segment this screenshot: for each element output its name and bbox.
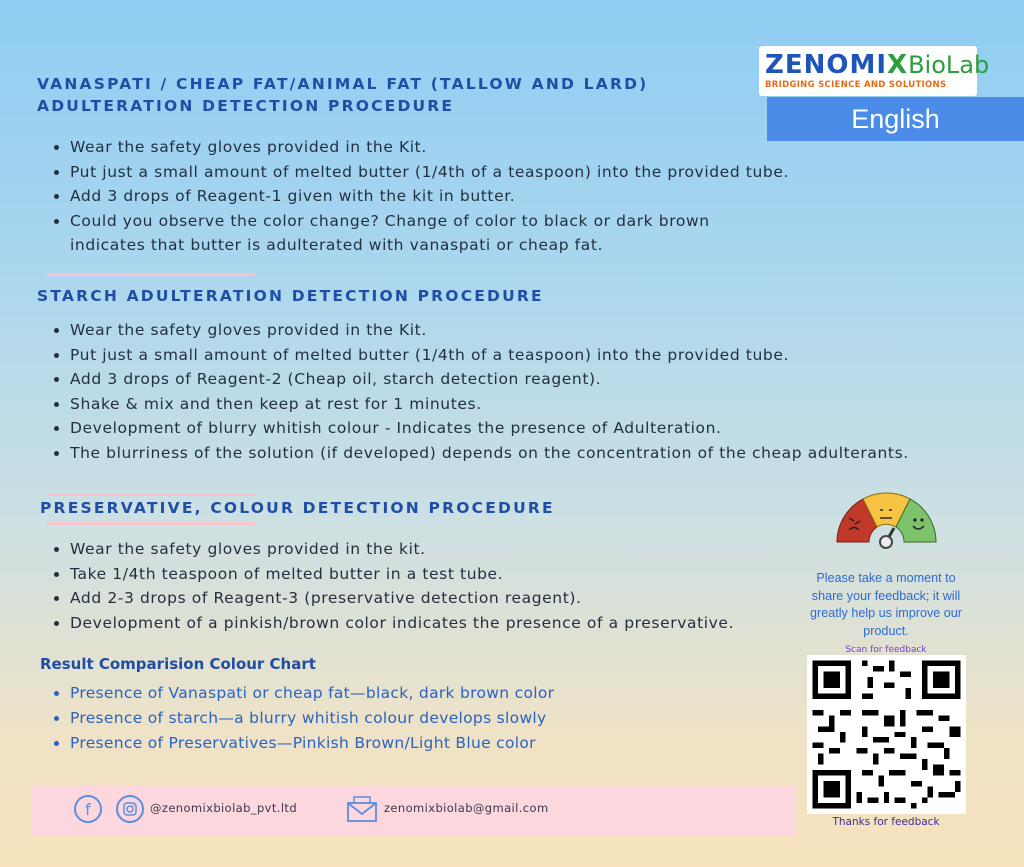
preservative-steps (37, 537, 734, 635)
vanaspati-heading: VANASPATI / CHEAP FAT/ANIMAL FAT (TALLOW AND LARD) ADULTERATION DETECTION PROCEDURE (37, 75, 649, 115)
feedback-message: Please take a moment to share your feedback; it will greatly help us improve our product. (810, 571, 962, 638)
list-item: • Wear the safety gloves provided in the kit. (70, 537, 734, 562)
logo-brand: ZENOMIXBioLab (765, 50, 990, 80)
instagram-icon[interactable] (116, 795, 144, 823)
list-item: • Add 3 drops of Reagent-2 (Cheap oil, starch detection reagent). (70, 367, 909, 392)
list-item: • Wear the safety gloves provided in the Kit. (70, 135, 789, 160)
thanks-label: Thanks for feedback (832, 816, 940, 828)
feedback-gauge-icon (833, 488, 940, 550)
contact-footer (31, 786, 795, 835)
list-item: • Development of blurry whitish colour - Indicates the presence of Adulteration. (70, 416, 909, 441)
list-item: • Presence of starch—a blurry whitish colour develops slowly (70, 706, 554, 731)
section-divider (47, 522, 255, 525)
list-item: • Presence of Vanaspati or cheap fat—black, dark brown color (70, 681, 554, 706)
section-divider (47, 273, 255, 276)
list-item: • Development of a pinkish/brown color indicates the presence of a preservative. (70, 611, 734, 636)
list-item: • The blurriness of the solution (if developed) depends on the concentration of the cheap adulterants. (70, 441, 909, 466)
result-list (37, 681, 554, 756)
list-item: • Put just a small amount of melted butter (1/4th of a teaspoon) into the provided tube. (70, 343, 909, 368)
language-badge: English (767, 97, 1024, 141)
zenomix-biolab-logo (759, 46, 990, 96)
email-address[interactable]: zenomixbiolab@gmail.com (384, 801, 549, 815)
list-item: • Take 1/4th teaspoon of melted butter in a test tube. (70, 562, 734, 587)
list-item: • Add 3 drops of Reagent-1 given with the kit in butter. (70, 184, 789, 209)
result-chart-title: Result Comparision Colour Chart (40, 655, 316, 673)
preservative-heading: PRESERVATIVE, COLOUR DETECTION PROCEDURE (40, 499, 555, 517)
email-icon[interactable] (346, 795, 378, 823)
list-item: • Add 2-3 drops of Reagent-3 (preservative detection reagent). (70, 586, 734, 611)
facebook-icon[interactable]: f (74, 795, 102, 823)
starch-heading: STARCH ADULTERATION DETECTION PROCEDURE (37, 287, 544, 305)
list-item: • Put just a small amount of melted butter (1/4th of a teaspoon) into the provided tube. (70, 160, 789, 185)
starch-steps (37, 318, 909, 466)
list-item: • Shake & mix and then keep at rest for 1 minutes. (70, 392, 909, 417)
instagram-handle[interactable]: @zenomixbiolab_pvt.ltd (150, 801, 298, 815)
feedback-qr-code[interactable] (807, 655, 966, 814)
section-divider (47, 493, 255, 496)
logo-tagline: BRIDGING SCIENCE AND SOLUTIONS (765, 80, 947, 90)
vanaspati-steps (37, 135, 789, 258)
list-item: • Could you observe the color change? Change of color to black or dark brown (70, 209, 789, 234)
list-item: • Presence of Preservatives—Pinkish Brown/Light Blue color (70, 731, 554, 756)
list-item: indicates that butter is adulterated with vanaspati or cheap fat. (70, 236, 604, 255)
list-item: • Wear the safety gloves provided in the Kit. (70, 318, 909, 343)
scan-label: Scan for feedback (845, 645, 927, 655)
